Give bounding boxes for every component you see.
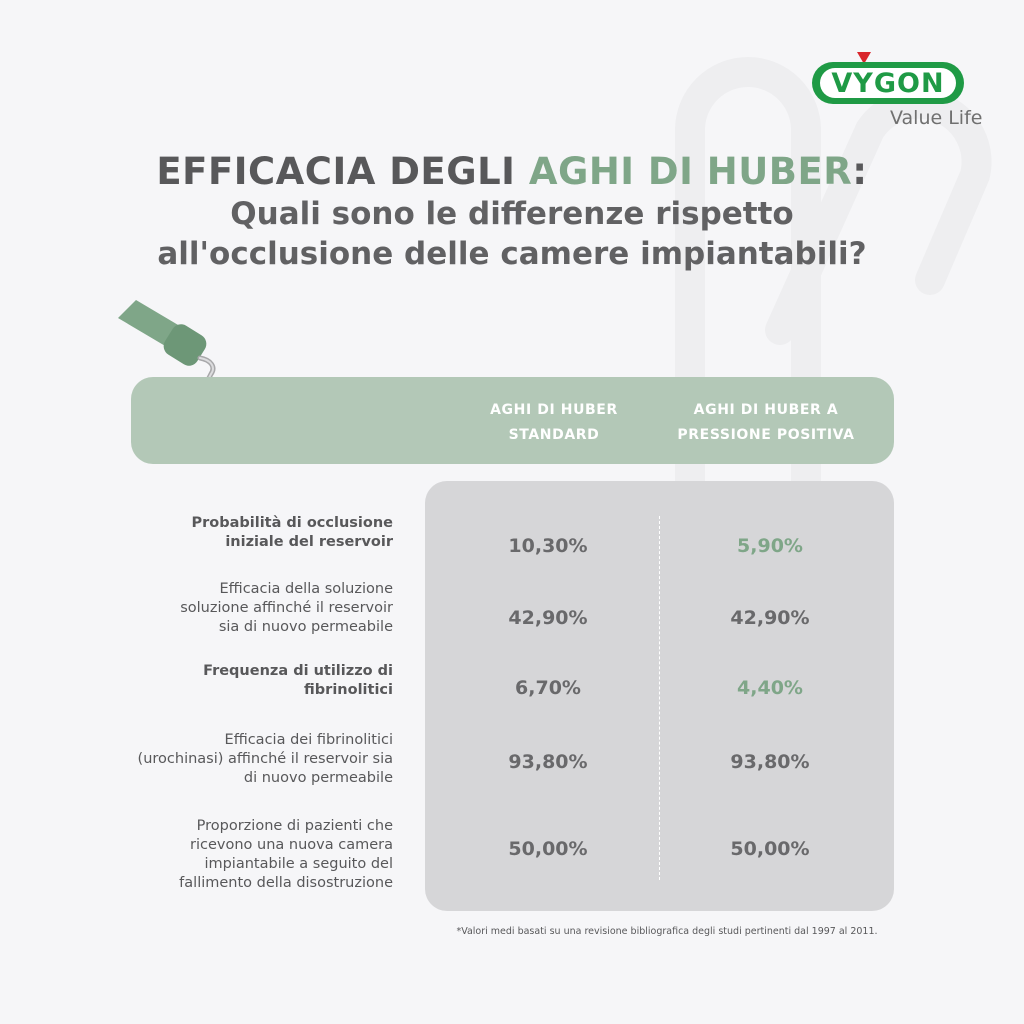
row-label-line: fallimento della disostruzione — [179, 875, 393, 891]
row-label-line: Efficacia della soluzione — [219, 581, 393, 597]
row-label-line: iniziale del reservoir — [225, 534, 393, 550]
column-header-positive — [666, 398, 866, 448]
row-label-occlusion-probability — [113, 514, 393, 552]
title-line-3: all'occlusione delle camere impiantabili? — [157, 236, 867, 272]
row-label-new-chamber-proportion — [113, 817, 393, 893]
column-header-positive-line-1: AGHI DI HUBER A — [693, 402, 839, 418]
row-value-standard: 50,00% — [508, 838, 588, 860]
row-label-line: soluzione affinché il reservoir — [180, 600, 393, 616]
row-label-fibrinolytic-efficacy — [113, 731, 393, 788]
row-label-line: (urochinasi) affinché il reservoir sia — [137, 751, 393, 767]
row-label-line: ricevono una nuova camera — [190, 837, 393, 853]
row-value-standard: 10,30% — [508, 535, 588, 557]
row-value-positive: 93,80% — [730, 751, 810, 773]
title-accent: AGHI DI HUBER — [528, 150, 853, 193]
title-part-1: EFFICACIA DEGLI — [156, 150, 529, 193]
row-label-line: Proporzione di pazienti che — [196, 818, 393, 834]
logo-tagline: Value Life — [890, 107, 983, 129]
column-header-standard-line-2: STANDARD — [508, 427, 600, 443]
title-line-1 — [0, 150, 1024, 194]
title-colon: : — [852, 150, 868, 193]
title-line-2: Quali sono le differenze rispetto — [230, 196, 794, 232]
column-divider — [659, 516, 660, 880]
row-label-line: sia di nuovo permeabile — [218, 619, 393, 635]
row-label-solution-efficacy — [113, 580, 393, 637]
column-header-positive-line-2: PRESSIONE POSITIVA — [677, 427, 855, 443]
row-value-standard: 42,90% — [508, 607, 588, 629]
page-title — [0, 150, 1024, 274]
row-label-line: di nuovo permeabile — [243, 770, 393, 786]
row-label-line: Probabilità di occlusione — [191, 515, 393, 531]
row-value-positive: 5,90% — [737, 535, 803, 557]
footnote: *Valori medi basati su una revisione bibliografica degli studi pertinenti dal 1997 al 2011. — [456, 926, 878, 937]
row-value-standard: 6,70% — [515, 677, 581, 699]
row-value-positive: 4,40% — [737, 677, 803, 699]
vygon-logo — [812, 52, 992, 132]
row-label-line: impiantabile a seguito del — [204, 856, 393, 872]
column-header-standard-line-1: AGHI DI HUBER — [490, 402, 618, 418]
row-value-positive: 42,90% — [730, 607, 810, 629]
row-label-line: Efficacia dei fibrinolitici — [224, 732, 393, 748]
row-value-standard: 93,80% — [508, 751, 588, 773]
column-header-standard — [454, 398, 654, 448]
row-label-line: Frequenza di utilizzo di — [203, 663, 393, 679]
logo-brand: VYGON — [820, 68, 956, 98]
logo-pill — [812, 62, 964, 104]
row-label-line: fibrinolitici — [304, 682, 393, 698]
row-label-fibrinolytic-frequency — [113, 662, 393, 700]
row-value-positive: 50,00% — [730, 838, 810, 860]
